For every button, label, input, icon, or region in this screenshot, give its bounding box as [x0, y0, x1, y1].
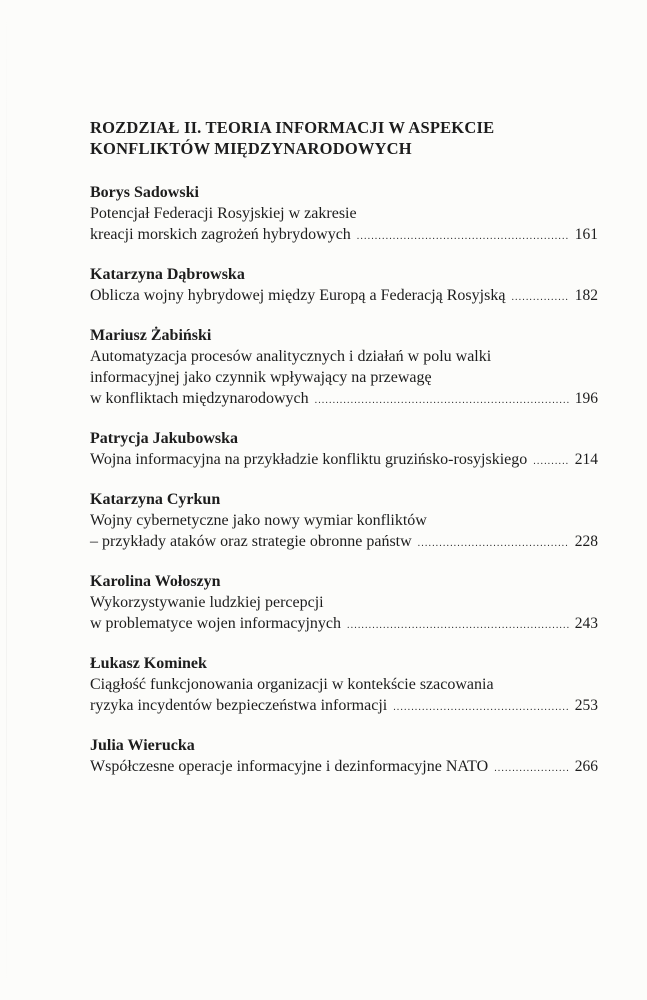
scan-margin-shadow [6, 0, 7, 1000]
entry-title-text: – przykłady ataków oraz strategie obronne państw [90, 533, 412, 550]
dot-leader [315, 390, 569, 411]
entry-title-text: kreacji morskich zagrożeń hybrydowych [90, 226, 351, 243]
chapter-heading-line-1: ROZDZIAŁ II. TEORIA INFORMACJI W ASPEKCIE [90, 118, 495, 137]
page-number: 196 [574, 390, 598, 407]
entry-author: Borys Sadowski [90, 184, 199, 201]
entry-title-text: ryzyka incydentów bezpieczeństwa informacji [90, 697, 388, 714]
dot-leader [357, 226, 569, 247]
entry-title-last-line [90, 224, 598, 247]
entry-author: Karolina Wołoszyn [90, 573, 221, 590]
entry-title-text: Współczesne operacje informacyjne i dezinformacyjne NATO [90, 758, 489, 775]
page-number: 266 [574, 758, 598, 775]
entry-title-last-line [90, 695, 598, 718]
entry-author: Julia Wierucka [90, 737, 195, 754]
entry-title-line: Ciągłość funkcjonowania organizacji w kontekście szacowania [90, 676, 494, 693]
toc-entry [90, 428, 598, 472]
toc-entry [90, 264, 598, 308]
toc-entry [90, 182, 598, 247]
entry-title-line: Wykorzystywanie ludzkiej percepcji [90, 594, 324, 611]
entry-author: Patrycja Jakubowska [90, 430, 239, 447]
entry-author: Łukasz Kominek [90, 655, 207, 672]
toc-entry [90, 653, 598, 718]
dot-leader [533, 451, 568, 472]
dot-leader [511, 287, 568, 308]
dot-leader [418, 533, 569, 554]
entry-title-line: Automatyzacja procesów analitycznych i działań w polu walki [90, 348, 492, 365]
entry-title-line: informacyjnej jako czynnik wpływający na przewagę [90, 369, 432, 386]
page-number: 161 [574, 226, 598, 243]
entry-author: Mariusz Żabiński [90, 327, 212, 344]
toc-entries [90, 182, 598, 779]
page-number: 253 [574, 697, 598, 714]
chapter-heading-line-2: KONFLIKTÓW MIĘDZYNARODOWYCH [90, 139, 412, 158]
page-number: 243 [574, 615, 598, 632]
dot-leader [347, 615, 569, 636]
entry-title-last-line [90, 756, 598, 779]
dot-leader [393, 697, 569, 718]
entry-title-text: w konfliktach międzynarodowych [90, 390, 309, 407]
entry-title-line: Wojny cybernetyczne jako nowy wymiar konfliktów [90, 512, 427, 529]
entry-author: Katarzyna Cyrkun [90, 491, 221, 508]
entry-title-last-line [90, 449, 598, 472]
entry-title-line: Potencjał Federacji Rosyjskiej w zakresie [90, 205, 357, 222]
entry-title-last-line [90, 613, 598, 636]
page-number: 182 [574, 287, 598, 304]
table-of-contents [90, 117, 598, 796]
entry-title-last-line [90, 388, 598, 411]
dot-leader [494, 758, 569, 779]
page-number: 214 [574, 451, 598, 468]
entry-title-last-line [90, 531, 598, 554]
toc-entry [90, 571, 598, 636]
toc-entry [90, 735, 598, 779]
entry-author: Katarzyna Dąbrowska [90, 266, 245, 283]
entry-title-text: Wojna informacyjna na przykładzie konfliktu gruzińsko-rosyjskiego [90, 451, 528, 468]
entry-title-text: Oblicza wojny hybrydowej między Europą a Federacją Rosyjską [90, 287, 506, 304]
toc-entry [90, 489, 598, 554]
entry-title-text: w problematyce wojen informacyjnych [90, 615, 342, 632]
toc-entry [90, 325, 598, 411]
entry-title-last-line [90, 285, 598, 308]
page-number: 228 [574, 533, 598, 550]
chapter-heading [90, 117, 598, 159]
